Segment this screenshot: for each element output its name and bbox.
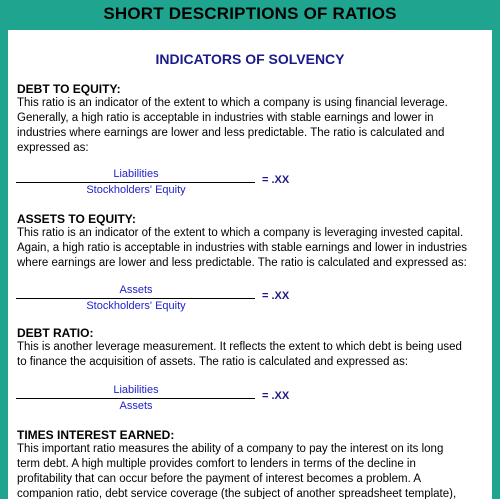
description-line: where earnings are lower and less predictable. The ratio is calculated and expressed as: bbox=[17, 257, 467, 269]
fraction-line bbox=[16, 182, 255, 183]
ratio-heading-debt-ratio: DEBT RATIO: bbox=[17, 326, 94, 340]
fraction-line bbox=[16, 398, 255, 399]
ratio-heading-assets-to-equity: ASSETS TO EQUITY: bbox=[17, 212, 136, 226]
description-line: industries where earnings are lower and less predictable. The ratio is calculated and bbox=[17, 127, 445, 139]
formula-debt-ratio bbox=[16, 384, 316, 416]
formula-denominator: Stockholders' Equity bbox=[86, 184, 186, 196]
ratio-heading-times-interest-earned: TIMES INTEREST EARNED: bbox=[17, 428, 175, 442]
description-line: Again, a high ratio is acceptable in industries with stable earnings and lower in industries bbox=[17, 242, 468, 254]
formula-assets-to-equity bbox=[16, 284, 316, 316]
formula-numerator: Assets bbox=[119, 284, 153, 296]
formula-numerator: Liabilities bbox=[113, 168, 159, 180]
formula-debt-to-equity bbox=[16, 168, 316, 200]
formula-result: = .XX bbox=[262, 290, 290, 302]
ratio-heading-debt-to-equity: DEBT TO EQUITY: bbox=[17, 82, 121, 96]
ratio-description-times-interest-earned bbox=[17, 442, 487, 499]
ratio-description-assets-to-equity bbox=[17, 226, 487, 271]
description-line: term debt. A high multiple provides comfort to lenders in terms of the decline in bbox=[17, 458, 416, 470]
page-title: SHORT DESCRIPTIONS OF RATIOS bbox=[103, 4, 397, 23]
formula-result: = .XX bbox=[262, 390, 290, 402]
description-line: companion ratio, debt service coverage (the subject of another spreadsheet template), bbox=[17, 488, 457, 499]
description-line: to finance the acquisition of assets. The ratio is calculated and expressed as: bbox=[17, 356, 409, 368]
section-title: INDICATORS OF SOLVENCY bbox=[155, 51, 345, 67]
description-line: This is another leverage measurement. It reflects the extent to which debt is being used bbox=[17, 341, 462, 353]
ratio-description-debt-ratio bbox=[17, 340, 487, 370]
description-line: This ratio is an indicator of the extent to which a company is using financial leverage. bbox=[17, 97, 448, 109]
description-line: Generally, a high ratio is acceptable in industries with stable earnings and lower in bbox=[17, 112, 434, 124]
title-banner bbox=[0, 0, 500, 30]
formula-numerator: Liabilities bbox=[113, 384, 159, 396]
description-line: This important ratio measures the ability of a company to pay the interest on its long bbox=[17, 443, 444, 455]
description-line: profitability that can occur before the payment of interest becomes a problem. A bbox=[17, 473, 421, 485]
description-line: expressed as: bbox=[17, 142, 89, 154]
formula-denominator: Stockholders' Equity bbox=[86, 300, 186, 312]
description-line: This ratio is an indicator of the extent to which a company is leveraging invested capital. bbox=[17, 227, 464, 239]
formula-denominator: Assets bbox=[119, 400, 153, 412]
fraction-line bbox=[16, 298, 255, 299]
document-sheet bbox=[8, 30, 492, 499]
formula-result: = .XX bbox=[262, 174, 290, 186]
ratio-description-debt-to-equity bbox=[17, 96, 487, 156]
